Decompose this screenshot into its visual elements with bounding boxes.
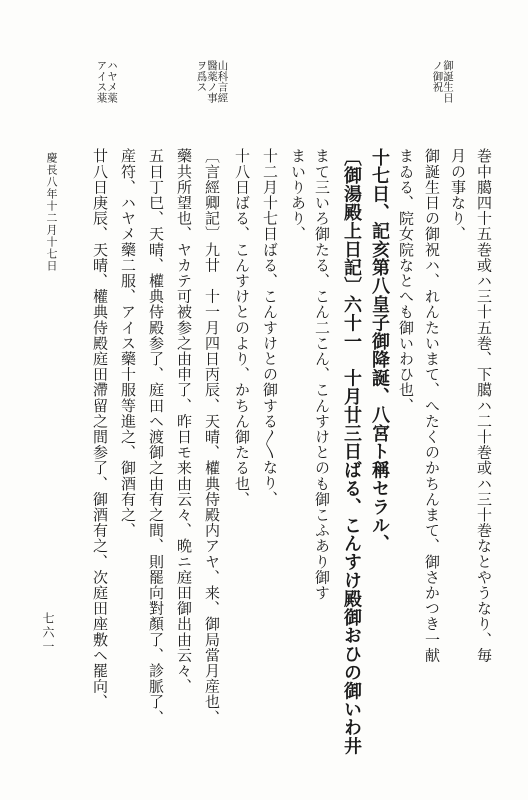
source-citation: 〔御湯殿上日記〕六十一 十月廿三日ばる、こんすけ殿御おひの御いわ井: [341, 148, 362, 756]
margin-date: 慶長八年十二月十七日: [45, 152, 58, 272]
head-note-line: 醫薬ノ事: [206, 60, 218, 103]
head-note-line: ヲ爲ス: [195, 60, 208, 93]
text-column: 十八日ばる、こんすけとのより、かちん御たる也、: [233, 148, 251, 507]
text-column: 十二月十七日ばる、こんすけとの御する〳〵なり、: [261, 148, 279, 507]
head-note-hayame: [96, 60, 117, 103]
text-column: 藥共所望也、ヤカテ可被参之由申了、昨日モ来由云々、晩ニ庭田御出由云々、: [175, 148, 193, 694]
text-column: まゐる、院女院なとへも御いわひ也、: [397, 148, 415, 414]
text-column: まいりあり、: [289, 148, 307, 242]
text-column: まて三いろ御たる、こん二こん、こんすけとのも御こふあり御す: [313, 148, 331, 601]
page-number: 七六一: [41, 612, 55, 654]
text-column: 巻中臈四十五巻或ハ三十五巻、下臈ハ二十巻或ハ三十巻なとやうなり、毎: [475, 148, 493, 663]
text-column: 五日丁巳、天晴、權典侍殿参了、庭田ヘ渡御之由有之間、則罷向對顏了、診脈了、: [147, 148, 165, 726]
text-column: 月の事なり、: [449, 148, 467, 242]
head-note-line: アイス薬: [95, 60, 108, 103]
text-column: 御誕生日の御祝ハ、れんたいまて、へたくのかちんまて、御さかつき一献: [423, 148, 441, 663]
text-column: 産符、ハヤメ藥二服、アイス藥十服等進之、御酒有之、: [119, 148, 137, 538]
source-citation: 〔言經卿記〕九廿 十一月四日丙辰、天晴、權典侍殿内アヤ、来、御局當月産也、: [203, 148, 221, 726]
head-note-goshinsei: [432, 60, 453, 103]
head-note-line: 御誕生日: [442, 60, 454, 103]
head-note-line: ノ御祝: [431, 60, 444, 93]
entry-heading: 十七日、記亥第八皇子御降誕、八宮ト稱セラル、: [369, 148, 390, 553]
head-note-line: 山科言經: [216, 60, 229, 103]
text-column: 廿八日庚辰、天晴、權典侍殿庭田滯留之間参了、御酒有之、次庭田座敷ヘ罷向、: [91, 148, 109, 710]
head-note-yamashina: [196, 60, 228, 103]
head-note-line: ハヤメ薬: [106, 60, 118, 103]
